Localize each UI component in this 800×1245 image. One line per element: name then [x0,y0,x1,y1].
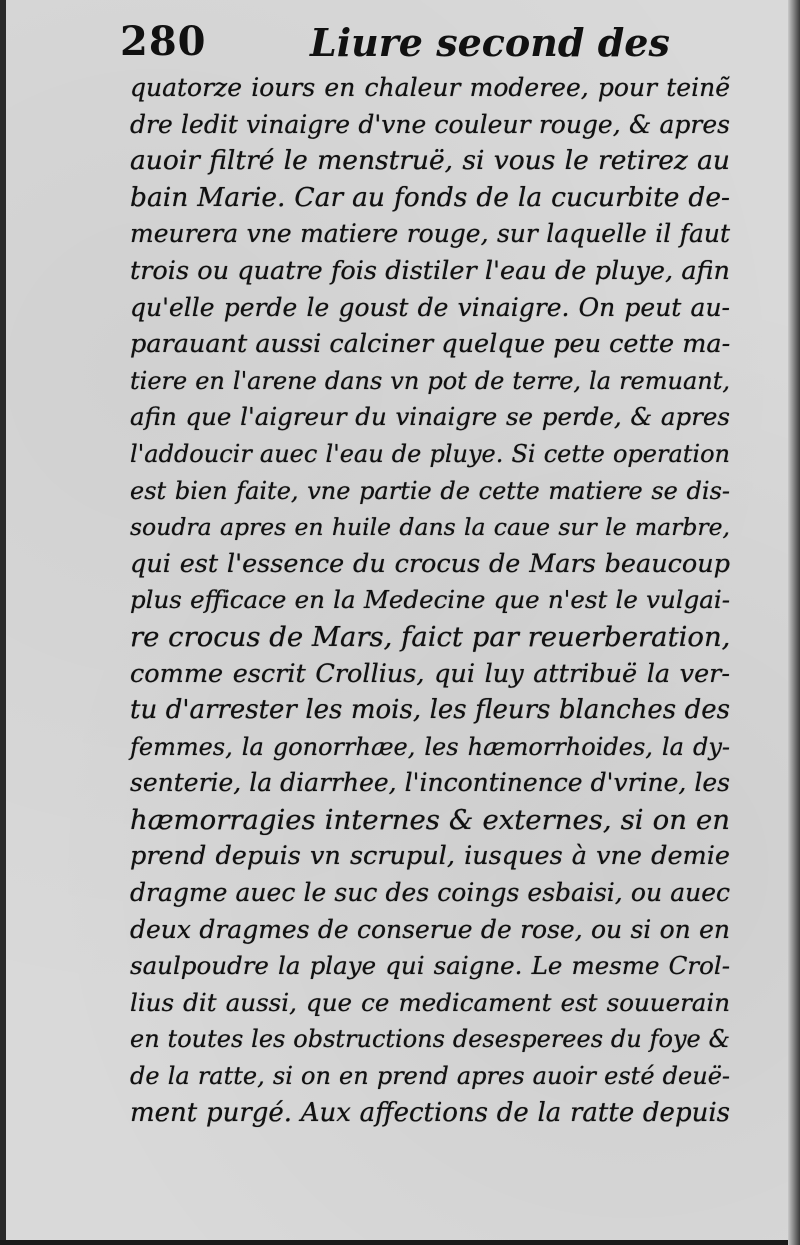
text-line: re crocus de Mars, faict par reuerberation, [130,620,731,653]
text-line: trois ou quatre fois distiler l'eau de pluye, afin [130,255,730,286]
text-line: dragme auec le suc des coings esbaisi, ou auec [130,878,730,908]
text-line: soudra apres en huile dans la caue sur le marbre, [130,513,730,542]
text-line: saulpoudre la playe qui saigne. Le mesme Crol- [130,951,730,981]
text-line: quatorze iours en chaleur moderee, pour teinẽ [130,73,730,102]
page-header [120,18,740,68]
text-line: meurera vne matiere rouge, sur laquelle il faut [130,219,730,249]
text-line: tiere en l'arene dans vn pot de terre, la remuant, [130,366,730,395]
text-line: auoir filtré le menstruë, si vous le retirez au [130,145,730,177]
text-line: est bien faite, vne partie de cette matiere se dis- [130,476,730,505]
text-line: parauant aussi calciner quelque peu cette ma- [130,329,731,360]
page-edge-shadow [788,0,800,1245]
text-line: bain Marie. Car au fonds de la cucurbite de- [130,181,730,213]
text-line: plus efficace en la Medecine que n'est le vulgai- [130,585,730,615]
text-line: hæmorragies internes & externes, si on en [130,803,730,836]
text-line: tu d'arrester les mois, les fleurs blanches des [130,695,730,726]
body-text [130,70,730,1131]
text-line: lius dit aussi, que ce medicament est souuerain [130,987,730,1017]
page-number: 280 [120,18,207,65]
text-line: ment purgé. Aux affections de la ratte depuis [130,1097,730,1128]
text-line: de la ratte, si on en prend apres auoir esté deuë- [130,1062,730,1091]
text-line: qu'elle perde le goust de vinaigre. On peut au- [130,292,730,322]
text-line: dre ledit vinaigre d'vne couleur rouge, & apres [130,109,730,139]
text-line: senterie, la diarrhee, l'incontinence d'vrine, les [130,768,730,798]
text-line: prend depuis vn scrupul, iusques à vne demie [130,841,730,872]
text-line: deux dragmes de conserue de rose, ou si on en [130,914,730,944]
text-line: afin que l'aigreur du vinaigre se perde, & apres [130,402,730,432]
text-line: femmes, la gonorrhæe, les hæmorrhoides, la dy- [130,732,730,761]
running-head: Liure second des [310,20,670,65]
text-line: en toutes les obstructions desesperees du foye & [130,1025,730,1054]
text-line: comme escrit Crollius, qui luy attribuë la ver- [130,658,730,689]
text-line: l'addoucir auec l'eau de pluye. Si cette operation [130,439,730,468]
text-line: qui est l'essence du crocus de Mars beaucoup [130,548,730,579]
